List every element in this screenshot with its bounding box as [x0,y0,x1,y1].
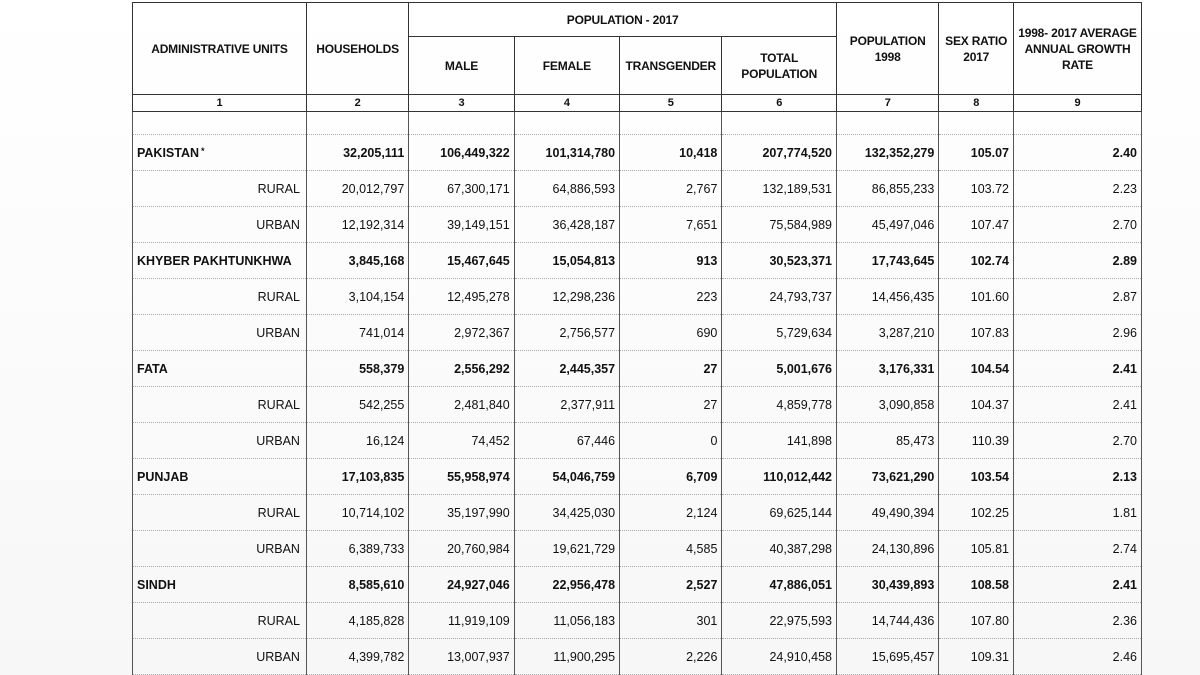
table-row [133,279,1142,315]
male-cell: 35,197,990 [409,495,514,531]
sex-ratio-cell: 107.47 [939,207,1014,243]
female-cell: 2,377,911 [514,387,619,423]
growth-rate-cell: 2.13 [1014,459,1142,495]
admin-unit-name: SINDH [137,577,176,592]
population-1998-cell: 132,352,279 [837,135,939,171]
male-cell: 2,481,840 [409,387,514,423]
admin-unit-cell [133,567,307,603]
transgender-cell: 2,226 [620,639,722,675]
column-number-row [133,95,1142,112]
female-cell: 22,956,478 [514,567,619,603]
total-population-cell: 4,859,778 [722,387,837,423]
admin-unit-cell [133,171,307,207]
total-population-cell: 24,793,737 [722,279,837,315]
transgender-cell: 301 [620,603,722,639]
admin-unit-name: RURAL [257,613,300,628]
male-cell: 12,495,278 [409,279,514,315]
growth-rate-cell: 1.81 [1014,495,1142,531]
admin-unit-name: RURAL [257,181,300,196]
population-1998-cell: 86,855,233 [837,171,939,207]
column-number: 3 [409,95,514,112]
female-cell: 34,425,030 [514,495,619,531]
population-1998-cell: 14,456,435 [837,279,939,315]
column-number: 7 [837,95,939,112]
header-households: HOUSEHOLDS [306,3,408,95]
female-cell: 12,298,236 [514,279,619,315]
admin-unit-cell [133,423,307,459]
population-1998-cell: 85,473 [837,423,939,459]
transgender-cell: 0 [620,423,722,459]
households-cell: 3,845,168 [306,243,408,279]
households-cell: 20,012,797 [306,171,408,207]
transgender-cell: 27 [620,351,722,387]
census-table [132,2,1142,675]
table-row [133,531,1142,567]
transgender-cell: 10,418 [620,135,722,171]
admin-unit-cell [133,135,307,171]
admin-unit-cell [133,243,307,279]
table-row [133,387,1142,423]
growth-rate-cell: 2.41 [1014,567,1142,603]
population-1998-cell: 17,743,645 [837,243,939,279]
male-cell: 11,919,109 [409,603,514,639]
male-cell: 39,149,151 [409,207,514,243]
admin-unit-name: URBAN [256,649,300,664]
admin-unit-cell [133,207,307,243]
total-population-cell: 141,898 [722,423,837,459]
households-cell: 12,192,314 [306,207,408,243]
column-number: 5 [620,95,722,112]
households-cell: 741,014 [306,315,408,351]
male-cell: 15,467,645 [409,243,514,279]
male-cell: 2,556,292 [409,351,514,387]
admin-unit-name: URBAN [256,217,300,232]
admin-unit-name: URBAN [256,541,300,556]
sex-ratio-cell: 109.31 [939,639,1014,675]
total-population-cell: 24,910,458 [722,639,837,675]
total-population-cell: 47,886,051 [722,567,837,603]
female-cell: 67,446 [514,423,619,459]
female-cell: 11,056,183 [514,603,619,639]
households-cell: 32,205,111 [306,135,408,171]
households-cell: 17,103,835 [306,459,408,495]
population-1998-cell: 73,621,290 [837,459,939,495]
sex-ratio-cell: 104.37 [939,387,1014,423]
female-cell: 19,621,729 [514,531,619,567]
growth-rate-cell: 2.70 [1014,207,1142,243]
admin-unit-name: RURAL [257,397,300,412]
admin-unit-cell [133,315,307,351]
transgender-cell: 7,651 [620,207,722,243]
households-cell: 4,185,828 [306,603,408,639]
table-row [133,495,1142,531]
header-admin-units: ADMINISTRATIVE UNITS [133,3,307,95]
sex-ratio-cell: 104.54 [939,351,1014,387]
male-cell: 13,007,937 [409,639,514,675]
total-population-cell: 40,387,298 [722,531,837,567]
footnote-marker: * [201,145,205,156]
growth-rate-cell: 2.23 [1014,171,1142,207]
total-population-cell: 132,189,531 [722,171,837,207]
admin-unit-cell [133,495,307,531]
population-1998-cell: 49,490,394 [837,495,939,531]
population-1998-cell: 15,695,457 [837,639,939,675]
male-cell: 2,972,367 [409,315,514,351]
sex-ratio-cell: 103.54 [939,459,1014,495]
sex-ratio-cell: 102.25 [939,495,1014,531]
transgender-cell: 6,709 [620,459,722,495]
sex-ratio-cell: 110.39 [939,423,1014,459]
growth-rate-cell: 2.74 [1014,531,1142,567]
header-population-2017: POPULATION - 2017 [409,3,837,37]
female-cell: 64,886,593 [514,171,619,207]
growth-rate-cell: 2.70 [1014,423,1142,459]
table-row [133,135,1142,171]
admin-unit-cell [133,459,307,495]
growth-rate-cell: 2.41 [1014,387,1142,423]
households-cell: 10,714,102 [306,495,408,531]
column-number: 2 [306,95,408,112]
table-body [133,112,1142,675]
total-population-cell: 5,001,676 [722,351,837,387]
admin-unit-name: KHYBER PAKHTUNKHWA [137,253,292,268]
growth-rate-cell: 2.36 [1014,603,1142,639]
spacer-row [133,112,1142,135]
total-population-cell: 207,774,520 [722,135,837,171]
transgender-cell: 913 [620,243,722,279]
male-cell: 24,927,046 [409,567,514,603]
households-cell: 4,399,782 [306,639,408,675]
growth-rate-cell: 2.87 [1014,279,1142,315]
sex-ratio-cell: 101.60 [939,279,1014,315]
column-number: 8 [939,95,1014,112]
population-1998-cell: 3,287,210 [837,315,939,351]
female-cell: 11,900,295 [514,639,619,675]
population-1998-cell: 24,130,896 [837,531,939,567]
male-cell: 20,760,984 [409,531,514,567]
column-number: 9 [1014,95,1142,112]
table-row [133,567,1142,603]
transgender-cell: 27 [620,387,722,423]
male-cell: 106,449,322 [409,135,514,171]
households-cell: 16,124 [306,423,408,459]
total-population-cell: 30,523,371 [722,243,837,279]
sex-ratio-cell: 105.81 [939,531,1014,567]
total-population-cell: 5,729,634 [722,315,837,351]
households-cell: 542,255 [306,387,408,423]
female-cell: 54,046,759 [514,459,619,495]
column-number: 4 [514,95,619,112]
table-row [133,351,1142,387]
table-row [133,459,1142,495]
transgender-cell: 690 [620,315,722,351]
total-population-cell: 22,975,593 [722,603,837,639]
total-population-cell: 110,012,442 [722,459,837,495]
header-total-population: TOTAL POPULATION [722,37,837,95]
households-cell: 8,585,610 [306,567,408,603]
transgender-cell: 2,527 [620,567,722,603]
female-cell: 36,428,187 [514,207,619,243]
table-row [133,171,1142,207]
female-cell: 101,314,780 [514,135,619,171]
header-female: FEMALE [514,37,619,95]
total-population-cell: 69,625,144 [722,495,837,531]
households-cell: 3,104,154 [306,279,408,315]
column-number: 6 [722,95,837,112]
population-1998-cell: 3,090,858 [837,387,939,423]
header-male: MALE [409,37,514,95]
transgender-cell: 2,124 [620,495,722,531]
admin-unit-cell [133,603,307,639]
sex-ratio-cell: 102.74 [939,243,1014,279]
admin-unit-name: PUNJAB [137,469,189,484]
growth-rate-cell: 2.89 [1014,243,1142,279]
transgender-cell: 4,585 [620,531,722,567]
female-cell: 2,445,357 [514,351,619,387]
male-cell: 74,452 [409,423,514,459]
male-cell: 55,958,974 [409,459,514,495]
sex-ratio-cell: 103.72 [939,171,1014,207]
header-sex-ratio: SEX RATIO 2017 [939,3,1014,95]
admin-unit-cell [133,639,307,675]
table-row [133,243,1142,279]
admin-unit-name: RURAL [257,289,300,304]
growth-rate-cell: 2.46 [1014,639,1142,675]
table-row [133,639,1142,675]
population-1998-cell: 14,744,436 [837,603,939,639]
table-row [133,207,1142,243]
table-row [133,603,1142,639]
table-row [133,315,1142,351]
admin-unit-name: URBAN [256,325,300,340]
transgender-cell: 223 [620,279,722,315]
population-1998-cell: 30,439,893 [837,567,939,603]
sex-ratio-cell: 107.80 [939,603,1014,639]
admin-unit-cell [133,387,307,423]
column-number: 1 [133,95,307,112]
table-header [133,3,1142,112]
population-1998-cell: 45,497,046 [837,207,939,243]
header-growth-rate: 1998- 2017 AVERAGE ANNUAL GROWTH RATE [1014,3,1142,95]
households-cell: 558,379 [306,351,408,387]
growth-rate-cell: 2.41 [1014,351,1142,387]
transgender-cell: 2,767 [620,171,722,207]
admin-unit-name: URBAN [256,433,300,448]
admin-unit-cell [133,531,307,567]
growth-rate-cell: 2.96 [1014,315,1142,351]
population-1998-cell: 3,176,331 [837,351,939,387]
sex-ratio-cell: 105.07 [939,135,1014,171]
admin-unit-name: PAKISTAN [137,145,200,160]
male-cell: 67,300,171 [409,171,514,207]
sex-ratio-cell: 108.58 [939,567,1014,603]
table-row [133,423,1142,459]
admin-unit-name: RURAL [257,505,300,520]
growth-rate-cell: 2.40 [1014,135,1142,171]
admin-unit-cell [133,351,307,387]
households-cell: 6,389,733 [306,531,408,567]
header-population-1998: POPULATION 1998 [837,3,939,95]
female-cell: 15,054,813 [514,243,619,279]
admin-unit-name: FATA [137,361,168,376]
total-population-cell: 75,584,989 [722,207,837,243]
sex-ratio-cell: 107.83 [939,315,1014,351]
header-transgender: TRANSGENDER [620,37,722,95]
admin-unit-cell [133,279,307,315]
female-cell: 2,756,577 [514,315,619,351]
